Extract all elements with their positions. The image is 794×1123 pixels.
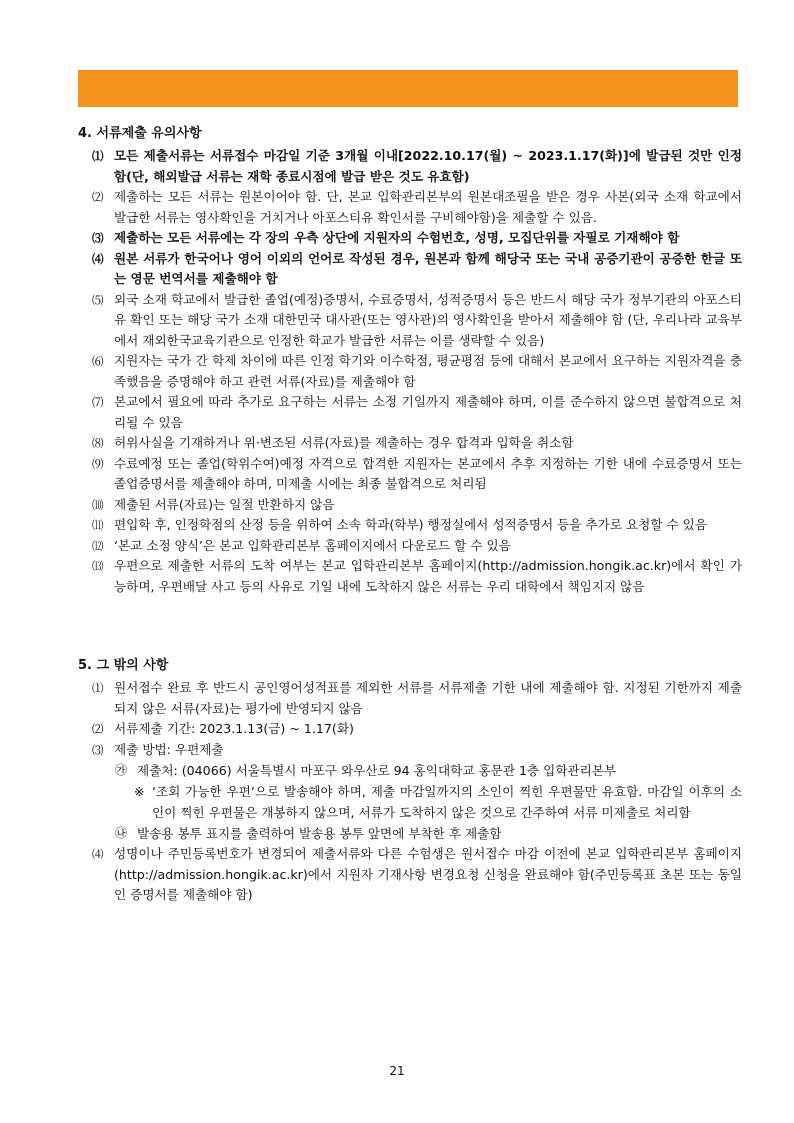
sub-item xyxy=(115,823,742,844)
item-number: ⑹ xyxy=(92,354,104,368)
list-item xyxy=(92,678,742,719)
item-text: 서류제출 기간: 2023.1.13(금) ~ 1.17(화) xyxy=(114,721,354,736)
list-item xyxy=(92,844,742,906)
sub-item xyxy=(115,760,742,781)
item-number: ⑴ xyxy=(92,149,104,163)
item-text: 제출하는 모든 서류에는 각 장의 우측 상단에 지원자의 수험번호, 성명, 모집단위를 자필로 기재해야 함 xyxy=(114,230,680,245)
item-number: ⑻ xyxy=(92,436,104,450)
item-text: 성명이나 주민등록번호가 변경되어 제출서류와 다른 수험생은 원서접수 마감 이전에 본교 입학관리본부 홈페이지(http://admission.hongik.ac.kr)에서 지원자 기재사항 변경요청 신청을 완료해야 함(주민등록표 초본 또는 동일인 증명서를 제출해야 함) xyxy=(114,846,742,902)
list-item xyxy=(92,187,742,228)
item-number: ⑵ xyxy=(92,722,104,736)
page-number: 21 xyxy=(389,1064,405,1078)
item-number: ⑷ xyxy=(92,251,104,266)
list-item xyxy=(92,515,742,536)
item-number: ⑴ xyxy=(92,681,104,695)
list-item xyxy=(92,556,742,597)
item-text: 원서접수 완료 후 반드시 공인영어성적표를 제외한 서류를 서류제출 기한 내에 제출해야 함. 지정된 기한까지 제출되지 않은 서류(자료)는 평가에 반영되지 않음 xyxy=(114,680,742,716)
header-banner xyxy=(78,70,738,107)
item-number: ⑽ xyxy=(92,497,104,512)
list-item xyxy=(92,249,742,290)
item-number: ⑼ xyxy=(92,456,104,471)
item-text: 지원자는 국가 간 학제 차이에 따른 인정 학기와 이수학점, 평균평점 등에 대해서 본교에서 요구하는 지원자격을 충족했음을 증명해야 하고 관련 서류(자료)를 제출해야 함 xyxy=(114,353,742,389)
item-text: 모든 제출서류는 서류접수 마감일 기준 3개월 이내[2022.10.17(월) ~ 2023.1.17(화)]에 발급된 것만 인정함(단, 해외발급 서류는 재학 종료시점에 발급 받은 것도 유효함) xyxy=(114,148,742,184)
section-other-matters xyxy=(78,654,742,906)
note-marker: ※ xyxy=(134,784,145,799)
item-text: 본교에서 필요에 따라 추가로 요구하는 서류는 소정 기일까지 제출해야 하며, 이를 준수하지 않으면 불합격으로 처리될 수 있음 xyxy=(114,394,742,430)
item-text: 외국 소재 학교에서 발급한 졸업(예정)증명서, 수료증명서, 성적증명서 등은 반드시 해당 국가 정부기관의 아포스티유 확인 또는 해당 국가 소재 대한민국 대사관(또는 영사관)의 영사확인을 받아서 제출해야 함 (단, 우리나라 교육부에서 재외한국교육기관으로 인정한 학교가 발급한 서류는 이를 생략할 수 있음) xyxy=(114,291,742,348)
section-document-submission-notes xyxy=(78,122,742,597)
item-number: ⑷ xyxy=(92,847,104,861)
item-text: 제출 방법: 우편제출 xyxy=(114,741,224,757)
item-text: 제출하는 모든 서류는 원본이어야 함. 단, 본교 입학관리본부의 원본대조필을 받은 경우 사본(외국 소재 학교에서 발급한 서류는 영사확인을 거치거나 아포스티유 확인서를 구비해야함)을 제출할 수 있음. xyxy=(114,189,742,225)
item-number: ⑸ xyxy=(92,292,104,307)
item-number: ⑾ xyxy=(92,518,104,532)
list-item xyxy=(92,392,742,433)
item-number: ⑿ xyxy=(92,538,104,553)
item-text: 편입학 후, 인정학점의 산정 등을 위하여 소속 학과(학부) 행정실에서 성적증명서 등을 추가로 요청할 수 있음 xyxy=(114,517,707,532)
list-item xyxy=(92,454,742,495)
sub-item-marker: ㉮ xyxy=(115,763,128,777)
note xyxy=(134,781,742,823)
item-text: 수료예정 또는 졸업(학위수여)예정 자격으로 합격한 지원자는 본교에서 추후 지정하는 기한 내에 수료증명서 또는 졸업증명서를 제출해야 하며, 미제출 시에는 최종 불합격으로 처리됨 xyxy=(114,455,742,491)
sub-item-text: 제출처: (04066) 서울특별시 마포구 와우산로 94 홍익대학교 홍문관 1층 입학관리본부 xyxy=(137,763,617,778)
section-title: 4. 서류제출 유의사항 xyxy=(78,126,202,141)
list-item xyxy=(92,228,742,249)
sub-item-text: 발송용 봉투 표지를 출력하여 발송용 봉투 앞면에 부착한 후 제출함 xyxy=(137,826,502,841)
list-item xyxy=(92,351,742,392)
item-number: ⑶ xyxy=(92,742,104,757)
list-item xyxy=(92,433,742,454)
item-number: ⑺ xyxy=(92,395,104,409)
list-item xyxy=(92,495,742,516)
item-text: ‘본교 소정 양식’은 본교 입학관리본부 홈페이지에서 다운로드 할 수 있음 xyxy=(114,537,511,553)
list-item xyxy=(92,146,742,187)
item-text: 제출된 서류(자료)는 일절 반환하지 않음 xyxy=(114,496,335,512)
sub-item-marker: ㉯ xyxy=(115,826,128,840)
list-item xyxy=(92,719,742,740)
item-text: 허위사실을 기재하거나 위·변조된 서류(자료)를 제출하는 경우 합격과 입학을 취소함 xyxy=(114,435,574,450)
item-text: 우편으로 제출한 서류의 도착 여부는 본교 입학관리본부 홈페이지(http://admission.hongik.ac.kr)에서 확인 가능하며, 우편배달 사고 등의 사유로 기일 내에 도착하지 않은 서류는 우리 대학에서 책임지지 않음 xyxy=(114,558,742,594)
note-text: ‘조회 가능한 우편’으로 발송해야 하며, 제출 마감일까지의 소인이 찍힌 우편물만 유효함. 마감일 이후의 소인이 찍힌 우편물은 개봉하지 않으며, 서류가 도착하지 않은 것으로 간주하여 서류 미제출로 처리함 xyxy=(152,784,742,820)
item-number: ⑶ xyxy=(92,231,104,245)
item-number: ⒀ xyxy=(92,559,104,573)
item-text: 원본 서류가 한국어나 영어 이외의 언어로 작성된 경우, 원본과 함께 해당국 또는 국내 공증기관이 공증한 한글 또는 영문 번역서를 제출해야 함 xyxy=(114,250,742,286)
list-item xyxy=(92,536,742,557)
list-item xyxy=(92,290,742,352)
item-number: ⑵ xyxy=(92,190,104,204)
list-item xyxy=(92,740,742,761)
section-title: 5. 그 밖의 사항 xyxy=(78,658,169,673)
